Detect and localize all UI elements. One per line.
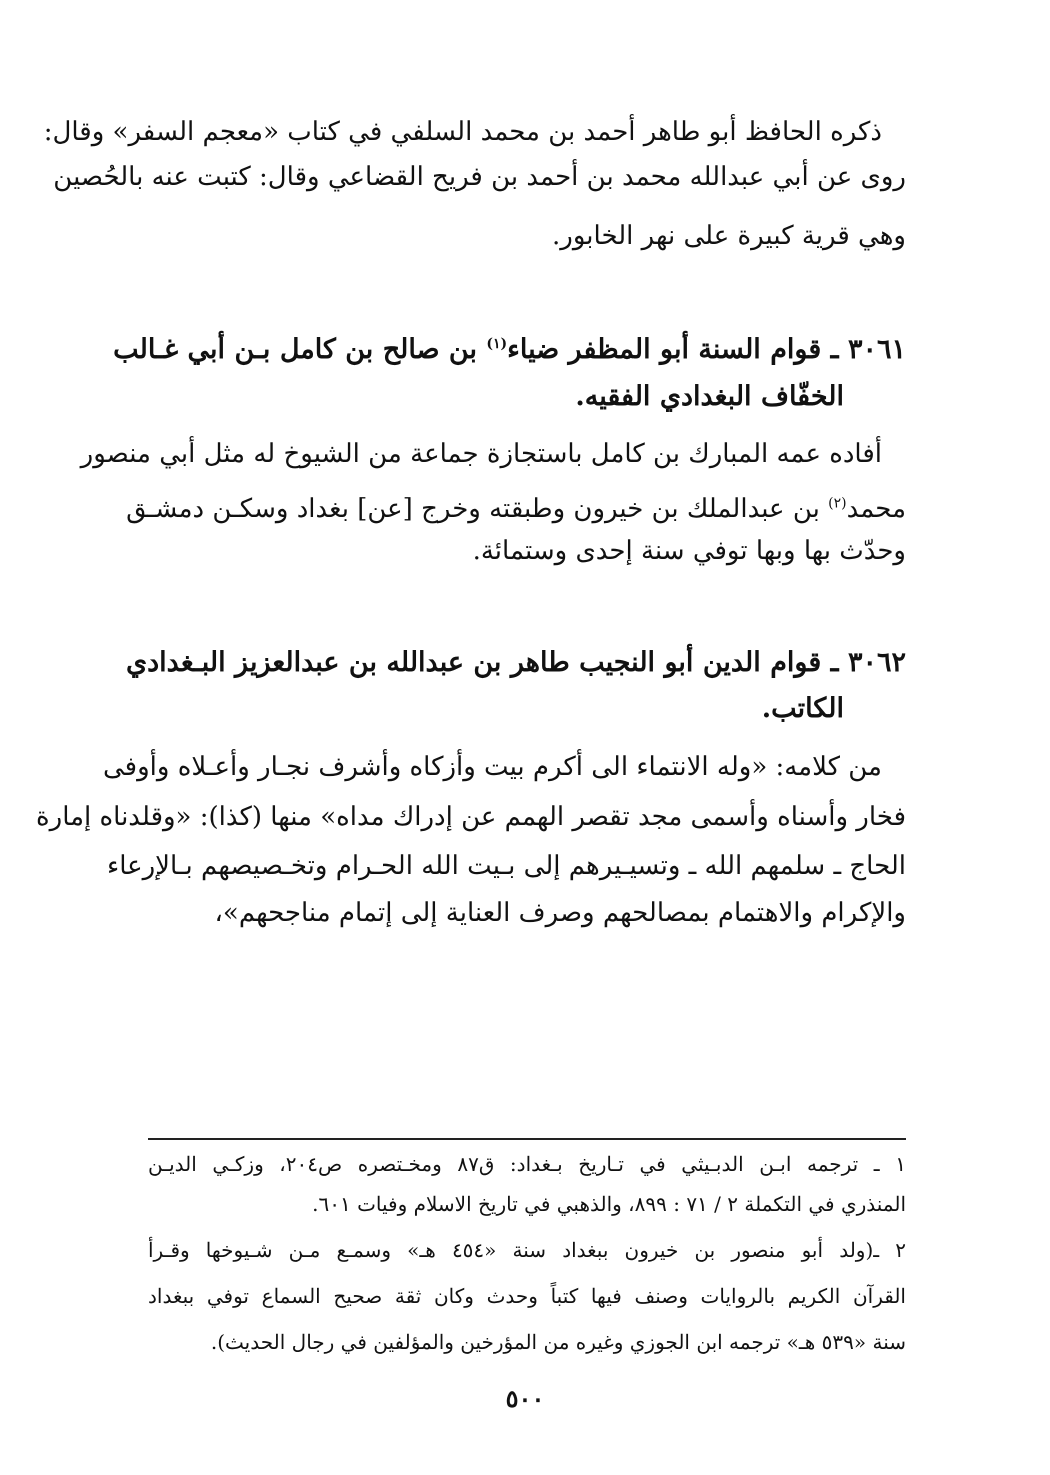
entry-3061-heading-part-a: ٣٠٦١ ـ قوام السنة أبو المظفر ضياء — [507, 334, 906, 365]
entry-3062-body-line-1: من كلامه: «وله الانتماء الى أكرم بيت وأزكاه وأشرف نجـار وأعـلاه وأوفى — [103, 752, 882, 782]
entry-3061-heading-part-b: بن صالح بن كامل بـن أبي غـالب — [113, 334, 487, 365]
footnote-1-line-2: المنذري في التكملة ٢ / ٧١ : ٨٩٩، والذهبي في تاريخ الاسلام وفيات ٦٠١. — [312, 1192, 906, 1216]
entry-3061-body-line-1: أفاده عمه المبارك بن كامل باستجازة جماعة من الشيوخ له مثل أبي منصور — [80, 439, 882, 469]
entry-3061-body-part-a: محمد — [846, 494, 906, 524]
footnote-1-line-1: ١ ـ ترجمه ابـن الدبـيثي في تـاريخ بـغداد: ق٨٧ ومخـتصره ص٢٠٤، وزكـي الديـن — [148, 1152, 906, 1176]
footnote-separator — [148, 1138, 906, 1140]
footnote-ref-2: (٢) — [828, 495, 847, 512]
entry-3061-body-line-3: وحدّث بها وبها توفي سنة إحدى وستمائة. — [472, 536, 906, 566]
entry-3061-heading-line-1 — [113, 330, 906, 370]
intro-line-3: وهي قرية كبيرة على نهر الخابور. — [552, 221, 906, 251]
entry-3061-body-part-b: بن عبدالملك بن خيرون وطبقته وخرج [عن] بغداد وسكـن دمشـق — [126, 494, 829, 524]
entry-3062-heading-line-1: ٣٠٦٢ ـ قوام الدين أبو النجيب طاهر بن عبدالله بن عبدالعزيز البـغدادي — [126, 647, 906, 678]
intro-line-1: ذكره الحافظ أبو طاهر أحمد بن محمد السلفي في كتاب «معجم السفر» وقال: — [43, 117, 882, 147]
intro-line-2: روى عن أبي عبدالله محمد بن أحمد بن فريح القضاعي وقال: كتبت عنه بالحُصين — [53, 162, 906, 192]
entry-3061-heading-line-2: الخفّاف البغدادي الفقيه. — [575, 381, 844, 412]
entry-3062-body-line-2: فخار وأسناه وأسمى مجد تقصر الهمم عن إدراك مداه» منها (كذا): «وقلدناه إمارة — [36, 802, 906, 832]
footnote-ref-1: (١) — [486, 336, 508, 352]
entry-3062-body-line-4: والإكرام والاهتمام بمصالحهم وصرف العناية إلى إتمام مناجحهم»، — [214, 898, 906, 928]
footnote-2-line-2: القرآن الكريم بالروايات وصنف فيها كتباً وحدث وكان ثقة صحيح السماع توفي ببغداد — [148, 1284, 906, 1308]
footnote-2-line-1: ٢ ـ(ولد أبو منصور بن خيرون ببغداد سنة «٤٥٤ هـ» وسمـع مـن شـيوخها وقـرأ — [148, 1238, 906, 1262]
entry-3062-heading-line-2: الكاتب. — [761, 693, 844, 724]
entry-3061-body-line-2 — [126, 489, 906, 529]
page-number: ٥٠٠ — [505, 1384, 545, 1413]
footnote-2-line-3: سنة «٥٣٩ هـ» ترجمه ابن الجوزي وغيره من المؤرخين والمؤلفين في رجال الحديث). — [210, 1330, 906, 1354]
entry-3062-body-line-3: الحاج ـ سلمهم الله ـ وتسيـيرهم إلى بـيت الله الحـرام وتخـصيصهم بـالإرعاء — [106, 851, 906, 881]
